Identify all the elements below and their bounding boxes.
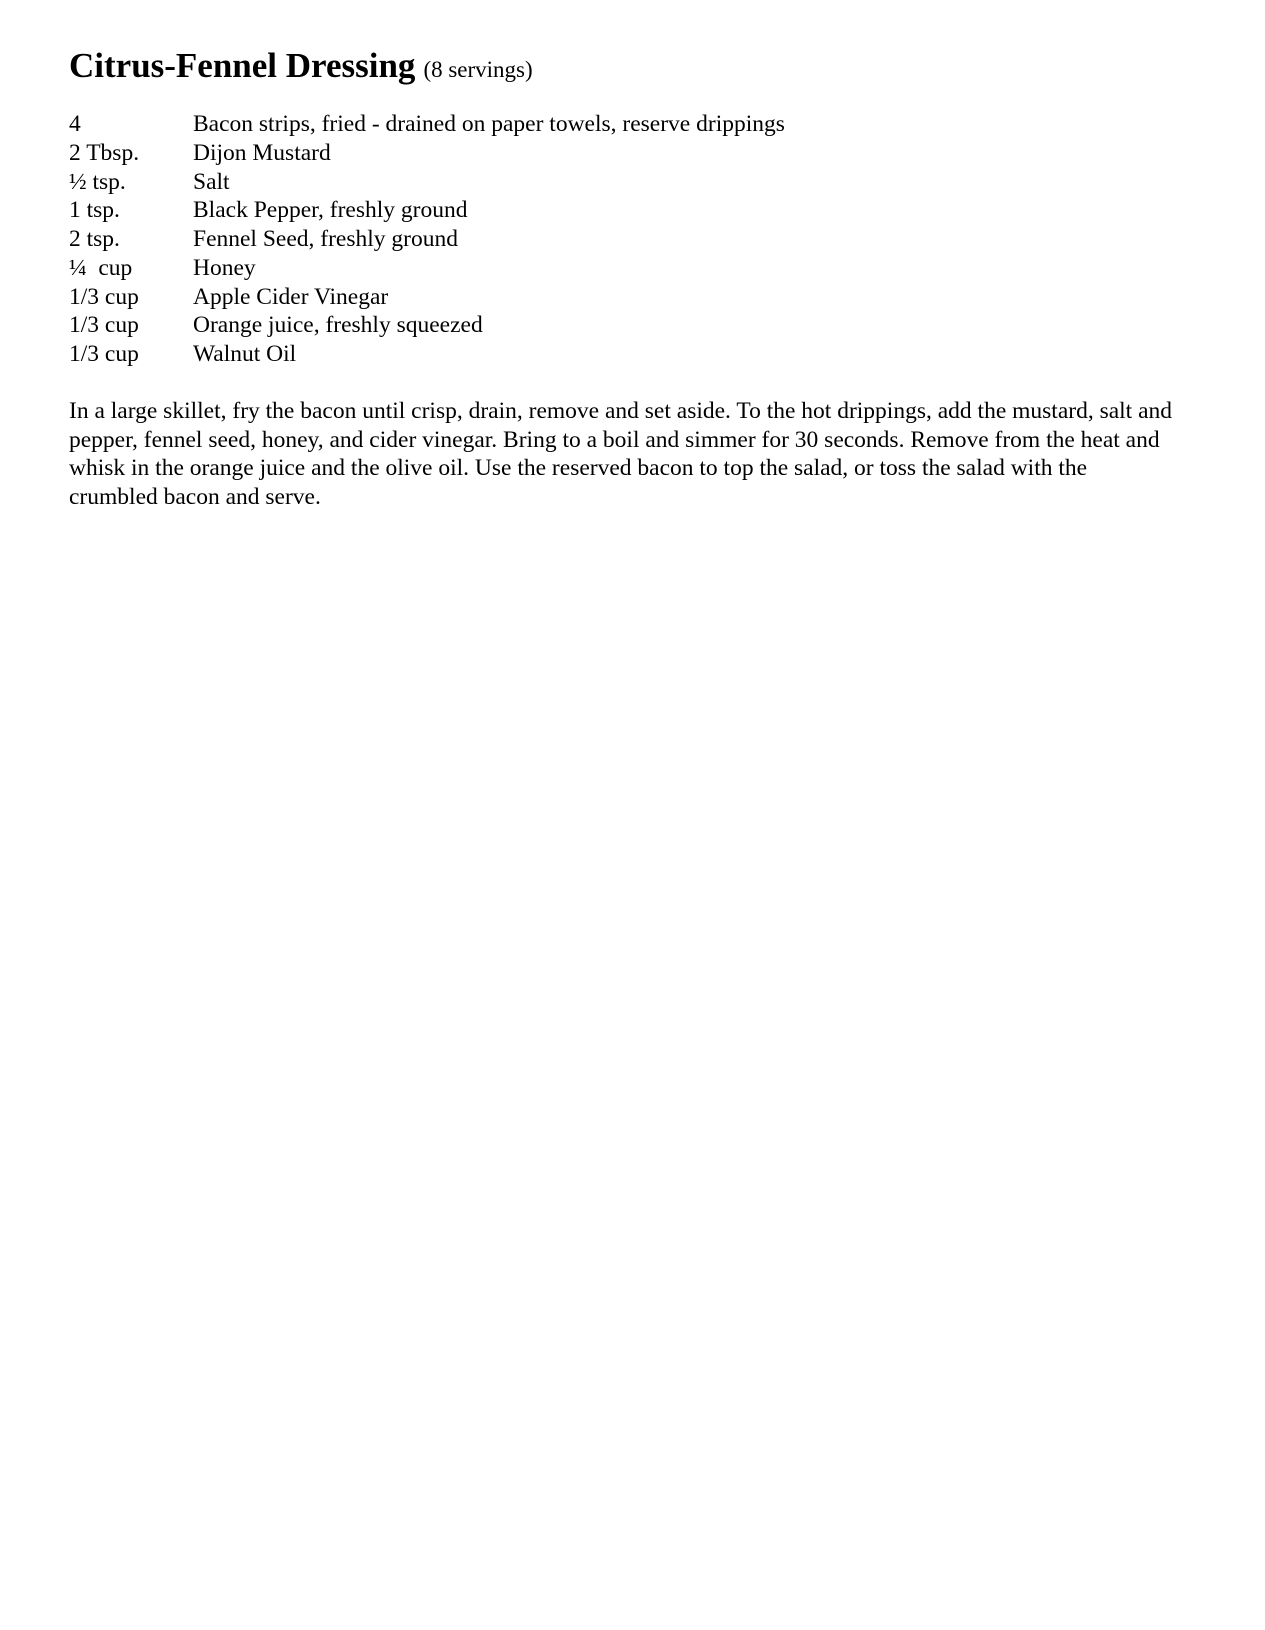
ingredient-quantity: 1/3 cup	[69, 341, 139, 367]
ingredient-name: Salt	[193, 168, 230, 195]
ingredient-quantity: 2 tsp.	[69, 226, 120, 252]
ingredient-name: Fennel Seed, freshly ground	[193, 226, 458, 252]
ingredient-row	[69, 225, 1199, 254]
ingredient-row	[69, 340, 1199, 369]
recipe-title: Citrus-Fennel Dressing	[69, 46, 416, 85]
ingredient-row	[69, 139, 1199, 168]
ingredient-name: Honey	[193, 254, 256, 281]
recipe-method: In a large skillet, fry the bacon until crisp, drain, remove and set aside. To the hot drippings, add the mustard, salt and pepper, fennel seed, honey, and cider vinegar. Bring to a boil and simmer for 30 seconds. Remove from the heat and whisk in the orange juice and the olive oil. Use the reserved bacon to top the salad, or toss the salad with the crumbled bacon and serve.	[69, 397, 1173, 510]
ingredient-quantity: 1 tsp.	[69, 197, 120, 224]
ingredient-row	[69, 110, 1199, 139]
recipe-page	[69, 40, 1199, 512]
ingredient-quantity: 1/3 cup	[69, 312, 139, 339]
ingredient-row	[69, 283, 1199, 312]
recipe-servings: (8 servings)	[423, 57, 533, 82]
ingredient-quantity: 1/3 cup	[69, 283, 139, 310]
ingredient-name: Walnut Oil	[193, 341, 297, 367]
ingredient-quantity: ¼ cup	[69, 254, 133, 281]
ingredient-row	[69, 168, 1199, 197]
ingredient-name: Dijon Mustard	[193, 139, 331, 166]
ingredient-quantity: ½ tsp.	[69, 168, 126, 195]
ingredient-name: Bacon strips, fried - drained on paper towels, reserve drippings	[193, 111, 785, 137]
ingredient-name: Black Pepper, freshly ground	[193, 197, 468, 224]
ingredient-row	[69, 311, 1199, 340]
ingredient-row	[69, 254, 1199, 283]
ingredient-row	[69, 196, 1199, 225]
recipe-heading	[69, 40, 1199, 96]
ingredient-quantity: 2 Tbsp.	[69, 139, 140, 166]
ingredient-name: Apple Cider Vinegar	[193, 283, 389, 310]
ingredient-name: Orange juice, freshly squeezed	[193, 312, 483, 339]
ingredient-list	[69, 110, 1199, 369]
ingredient-quantity: 4	[69, 111, 81, 137]
